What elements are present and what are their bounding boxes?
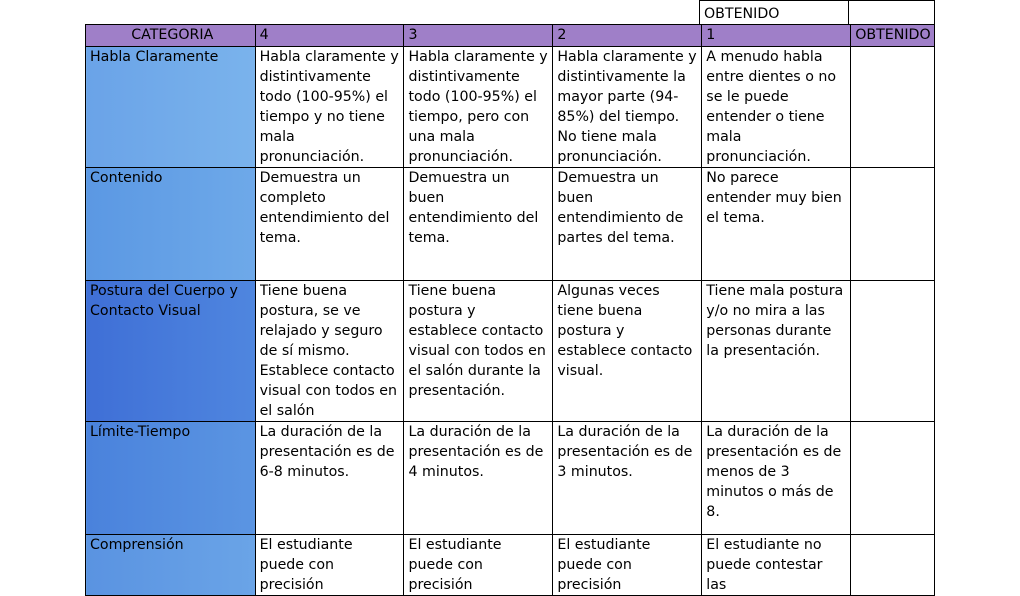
table-row: [86, 47, 935, 168]
category-cell[interactable]: Contenido: [86, 168, 256, 281]
score-2-cell[interactable]: Demuestra un buen entendimiento de partes del tema.: [553, 168, 702, 281]
score-4-cell[interactable]: El estudiante puede con precisión: [255, 535, 404, 596]
score-1-cell[interactable]: No parece entender muy bien el tema.: [702, 168, 851, 281]
score-1-cell[interactable]: Tiene mala postura y/o no mira a las personas durante la presentación.: [702, 281, 851, 422]
header-row: [86, 25, 935, 47]
header-score-3[interactable]: 3: [404, 25, 553, 47]
score-4-cell[interactable]: La duración de la presentación es de 6-8 minutos.: [255, 422, 404, 535]
score-4-cell[interactable]: Demuestra un completo entendimiento del tema.: [255, 168, 404, 281]
category-cell[interactable]: Habla Claramente: [86, 47, 256, 168]
score-4-cell[interactable]: Tiene buena postura, se ve relajado y seguro de sí mismo. Establece contacto visual con todos en el salón: [255, 281, 404, 422]
obtained-cell[interactable]: [851, 168, 935, 281]
score-2-cell[interactable]: Algunas veces tiene buena postura y establece contacto visual.: [553, 281, 702, 422]
score-2-cell[interactable]: Habla claramente y distintivamente la mayor parte (94-85%) del tiempo. No tiene mala pronunciación.: [553, 47, 702, 168]
score-4-cell[interactable]: Habla claramente y distintivamente todo (100-95%) el tiempo y no tiene mala pronunciación.: [255, 47, 404, 168]
obtained-cell[interactable]: [851, 47, 935, 168]
table-row: [86, 535, 935, 596]
score-1-cell[interactable]: A menudo habla entre dientes o no se le puede entender o tiene mala pronunciación.: [702, 47, 851, 168]
score-3-cell[interactable]: La duración de la presentación es de 4 minutos.: [404, 422, 553, 535]
header-category[interactable]: CATEGORIA: [86, 25, 256, 47]
rubric-table: [85, 24, 935, 596]
top-extra-header: [699, 0, 935, 27]
score-2-cell[interactable]: El estudiante puede con precisión: [553, 535, 702, 596]
obtained-cell[interactable]: [851, 281, 935, 422]
table-row: [86, 422, 935, 535]
obtained-cell[interactable]: [851, 535, 935, 596]
score-3-cell[interactable]: Tiene buena postura y establece contacto visual con todos en el salón durante la presentación.: [404, 281, 553, 422]
header-score-2[interactable]: 2: [553, 25, 702, 47]
score-3-cell[interactable]: Habla claramente y distintivamente todo (100-95%) el tiempo, pero con una mala pronunciación.: [404, 47, 553, 168]
header-obtained[interactable]: OBTENIDO: [851, 25, 935, 47]
score-1-cell[interactable]: El estudiante no puede contestar las: [702, 535, 851, 596]
table-row: [86, 281, 935, 422]
score-3-cell[interactable]: El estudiante puede con precisión: [404, 535, 553, 596]
category-cell[interactable]: Comprensión: [86, 535, 256, 596]
obtained-cell[interactable]: [851, 422, 935, 535]
obtenido-top-label[interactable]: OBTENIDO: [700, 1, 849, 28]
table-row: [86, 168, 935, 281]
header-score-4[interactable]: 4: [255, 25, 404, 47]
score-2-cell[interactable]: La duración de la presentación es de 3 minutos.: [553, 422, 702, 535]
category-cell[interactable]: Postura del Cuerpo y Contacto Visual: [86, 281, 256, 422]
score-1-cell[interactable]: La duración de la presentación es de menos de 3 minutos o más de 8.: [702, 422, 851, 535]
category-cell[interactable]: Límite-Tiempo: [86, 422, 256, 535]
score-3-cell[interactable]: Demuestra un buen entendimiento del tema.: [404, 168, 553, 281]
header-score-1[interactable]: 1: [702, 25, 851, 47]
